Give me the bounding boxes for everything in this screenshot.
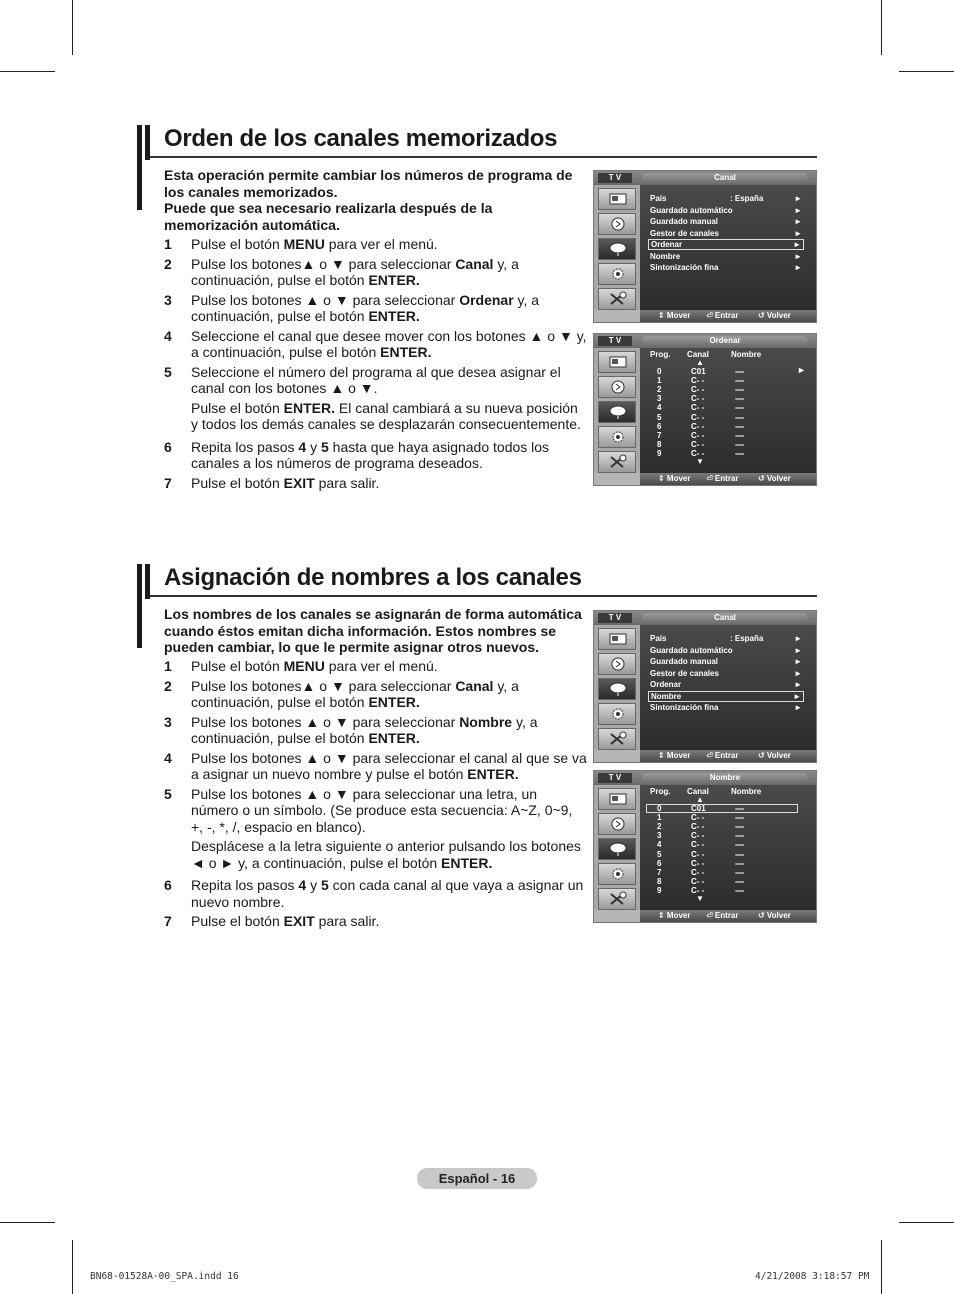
menu-item[interactable]: Gestor de canales ► — [650, 668, 802, 678]
nombre-cell: ----- — [735, 367, 744, 376]
step-number: 2 — [164, 255, 172, 272]
nombre-cell: ----- — [735, 394, 744, 404]
channel-icon[interactable] — [598, 838, 636, 860]
nombre-cell: ----- — [735, 813, 744, 823]
canal-cell: C- - — [691, 448, 705, 458]
channel-icon[interactable] — [598, 678, 636, 700]
nombre-cell: ----- — [735, 403, 744, 413]
table-row[interactable] — [640, 868, 816, 877]
canal-cell: C01 — [691, 804, 706, 813]
step-text: Pulse los botones ▲ o ▼ para seleccionar Ordenar y, a continuación, pulse el botón ENTER. — [191, 291, 540, 324]
section-divider — [150, 156, 817, 158]
back-hint: ↺ Volver — [758, 751, 791, 760]
enter-hint: ⏎ Entrar — [706, 751, 739, 760]
picture-icon[interactable] — [598, 788, 636, 810]
table-row[interactable] — [640, 413, 816, 422]
step-item — [164, 439, 588, 472]
setup-icon[interactable] — [598, 863, 636, 885]
nombre-cell: ----- — [735, 376, 744, 386]
setup-icon[interactable] — [598, 263, 636, 285]
input-icon[interactable] — [598, 728, 636, 750]
back-hint: ↺ Volver — [758, 911, 791, 920]
prog-cell: 7 — [657, 430, 662, 440]
input-icon[interactable] — [598, 451, 636, 473]
col-header: Nombre — [731, 787, 762, 796]
canal-cell: C- - — [691, 385, 705, 395]
canal-cell: C- - — [691, 394, 705, 404]
menu-item[interactable]: Guardado automático ► — [650, 645, 802, 655]
step-list — [164, 658, 588, 933]
step-number: 1 — [164, 236, 172, 252]
nombre-cell: ----- — [735, 412, 744, 422]
prog-cell: 9 — [657, 448, 662, 458]
tv-label: T V — [598, 773, 632, 783]
move-hint: ⇕ Mover — [658, 311, 691, 320]
selection-box — [646, 804, 798, 813]
move-hint: ⇕ Mover — [658, 474, 691, 483]
menu-footer — [640, 750, 816, 762]
tv-menu-canal — [593, 170, 817, 323]
step-text: Seleccione el canal que desee mover con los botones ▲ o ▼ y, a continuación, pulse el botón ENTER. — [191, 327, 587, 360]
menu-item[interactable]: Ordenar ► — [648, 239, 804, 250]
prog-cell: 8 — [657, 439, 662, 449]
step-number: 6 — [164, 438, 172, 455]
step-item — [164, 786, 588, 875]
move-hint: ⇕ Mover — [658, 911, 691, 920]
canal-cell: C- - — [691, 831, 705, 841]
sound-icon[interactable] — [598, 653, 636, 675]
canal-cell: C- - — [691, 822, 705, 832]
step-number: 7 — [164, 913, 172, 929]
nombre-cell: ----- — [735, 448, 744, 458]
nombre-cell: ----- — [735, 867, 744, 877]
picture-icon[interactable] — [598, 188, 636, 210]
setup-icon[interactable] — [598, 426, 636, 448]
menu-sidebar — [594, 625, 640, 750]
table-row[interactable] — [640, 422, 816, 431]
prog-cell: 5 — [657, 849, 662, 859]
prog-cell: 2 — [657, 822, 662, 832]
crop-mark — [881, 1240, 882, 1294]
sound-icon[interactable] — [598, 213, 636, 235]
section-intro: Esta operación permite cambiar los números de programa de los canales memorizados. Puede que sea necesario realizarla después de la memorización automática. — [164, 167, 573, 233]
step-item — [164, 714, 588, 747]
table-row[interactable] — [640, 886, 816, 895]
menu-title: Canal — [642, 173, 808, 183]
crop-mark — [899, 1222, 954, 1223]
section-marker — [145, 125, 150, 160]
crop-mark — [72, 0, 73, 55]
input-icon[interactable] — [598, 888, 636, 910]
up-arrow-icon: ▲ — [696, 358, 704, 367]
menu-sidebar — [594, 348, 640, 473]
menu-item[interactable]: Guardado manual ► — [650, 657, 802, 666]
canal-cell: C- - — [691, 867, 705, 877]
picture-icon[interactable] — [598, 628, 636, 650]
selection-box — [646, 367, 792, 368]
canal-cell: C- - — [691, 403, 705, 413]
tv-label: T V — [598, 173, 632, 183]
table-row[interactable] — [640, 822, 816, 831]
prog-cell: 4 — [657, 840, 662, 850]
step-list — [164, 236, 588, 494]
nombre-cell: ----- — [735, 831, 744, 841]
menu-panel — [640, 185, 816, 310]
nombre-cell: ----- — [735, 385, 744, 395]
menu-footer — [640, 310, 816, 322]
step-text: Pulse el botón EXIT para salir. — [191, 474, 380, 491]
canal-cell: C- - — [691, 421, 705, 431]
step-item — [164, 750, 588, 783]
nombre-cell: ----- — [735, 421, 744, 431]
prog-cell: 1 — [657, 813, 662, 823]
table-row[interactable] — [640, 831, 816, 840]
canal-cell: C- - — [691, 876, 705, 886]
setup-icon[interactable] — [598, 703, 636, 725]
prog-cell: 2 — [657, 385, 662, 395]
step-number: 4 — [164, 327, 172, 344]
menu-sidebar — [594, 785, 640, 910]
step-item — [164, 364, 588, 436]
section-marker — [145, 564, 150, 599]
canal-cell: C- - — [691, 885, 705, 895]
prog-cell: 7 — [657, 867, 662, 877]
step-text: Pulse los botones▲ o ▼ para seleccionar Canal y, a continuación, pulse el botón ENTER. — [191, 255, 519, 288]
table-row[interactable] — [640, 813, 816, 822]
step-text: Repita los pasos 4 y 5 hasta que haya asignado todos los canales a los números de programa deseados. — [191, 438, 550, 471]
step-item — [164, 236, 588, 253]
canal-cell: C- - — [691, 412, 705, 422]
menu-panel — [640, 785, 816, 910]
menu-item[interactable]: Sintonización fina ► — [650, 703, 802, 712]
prog-cell: 8 — [657, 876, 662, 886]
table-row[interactable] — [640, 449, 816, 458]
input-icon[interactable] — [598, 288, 636, 310]
menu-item[interactable]: Guardado automático ► — [650, 205, 802, 215]
step-item — [164, 256, 588, 289]
step-item — [164, 328, 588, 361]
step-text: Pulse el botón MENU para ver el menú. — [191, 236, 438, 252]
down-arrow-icon: ▼ — [696, 457, 704, 466]
prog-cell: 4 — [657, 403, 662, 413]
tv-menu-canal — [593, 610, 817, 763]
tv-header — [594, 334, 816, 348]
step-item — [164, 678, 588, 711]
nombre-cell: ----- — [735, 876, 744, 886]
move-hint: ⇕ Mover — [658, 751, 691, 760]
canal-cell: C- - — [691, 849, 705, 859]
crop-mark — [0, 71, 55, 72]
nombre-cell: ----- — [735, 430, 744, 440]
tv-menu-ordenar — [593, 333, 817, 486]
menu-item[interactable]: Nombre ► — [648, 691, 804, 702]
page-number-badge: Español - 16 — [417, 1168, 537, 1189]
table-row[interactable] — [640, 850, 816, 859]
channel-icon[interactable] — [598, 401, 636, 423]
prog-cell: 0 — [657, 804, 662, 813]
step-number: 7 — [164, 474, 172, 491]
nombre-cell: ----- — [735, 858, 744, 868]
step-text: Pulse los botones ▲ o ▼ para seleccionar una letra, un número o un símbolo. (Se produce esta secuencia: A~Z, 0~9, +, -, *, /, espacio en blanco). Desplácese a la letra siguiente o anterior pulsando los botones ◄ o ► y, a continuación, pulse el botón ENTER. — [191, 785, 581, 871]
step-text: Pulse los botones▲ o ▼ para seleccionar Canal y, a continuación, pulse el botón ENTER. — [191, 677, 519, 710]
table-row[interactable] — [640, 376, 816, 385]
menu-title: Canal — [642, 613, 808, 623]
table-row[interactable] — [640, 385, 816, 394]
menu-item[interactable]: País : España ► — [650, 194, 802, 203]
section-title: Orden de los canales memorizados — [164, 125, 558, 152]
table-row[interactable] — [640, 877, 816, 886]
step-number: 4 — [164, 749, 172, 766]
table-row[interactable] — [640, 394, 816, 403]
col-header: Canal — [687, 350, 709, 359]
step-text: Pulse el botón MENU para ver el menú. — [191, 658, 438, 674]
step-number: 2 — [164, 677, 172, 694]
back-hint: ↺ Volver — [758, 474, 791, 483]
canal-cell: C01 — [691, 367, 706, 376]
crop-mark — [899, 71, 954, 72]
step-text: Pulse el botón EXIT para salir. — [191, 913, 380, 929]
right-arrow-icon: ► — [797, 365, 806, 375]
nombre-cell: ----- — [735, 849, 744, 859]
crop-mark — [0, 1222, 55, 1223]
prog-cell: 1 — [657, 376, 662, 386]
prog-cell: 3 — [657, 831, 662, 841]
step-number: 6 — [164, 877, 172, 893]
step-text: Pulse los botones ▲ o ▼ para seleccionar Nombre y, a continuación, pulse el botón ENTER. — [191, 713, 538, 746]
step-text: Seleccione el número del programa al que desea asignar el canal con los botones ▲ o ▼. Pulse el botón ENTER. El canal cambiará a su nueva posición y todos los demás canales se desplazarán consecuentemente. — [191, 363, 581, 432]
section-intro: Los nombres de los canales se asignarán de forma automática cuando éstos emitan dicha información. Estos nombres se pueden cambiar, lo que le permite asignar otros nuevos. — [164, 606, 582, 655]
canal-cell: C- - — [691, 439, 705, 449]
section-marker — [137, 125, 142, 210]
prog-cell: 0 — [657, 367, 662, 376]
step-number: 3 — [164, 291, 172, 308]
picture-icon[interactable] — [598, 351, 636, 373]
canal-cell: C- - — [691, 430, 705, 440]
prog-cell: 5 — [657, 412, 662, 422]
menu-item[interactable]: Guardado manual ► — [650, 217, 802, 226]
step-text: Repita los pasos 4 y 5 con cada canal al que vaya a asignar un nuevo nombre. — [191, 877, 584, 910]
file-slug: BN68-01528A-00_SPA.indd 16 — [90, 1271, 239, 1282]
step-item — [164, 292, 588, 325]
nombre-cell: ----- — [735, 885, 744, 895]
prog-cell: 6 — [657, 858, 662, 868]
col-header: Nombre — [731, 350, 762, 359]
nombre-cell: ----- — [735, 822, 744, 832]
menu-item[interactable]: Sintonización fina ► — [650, 263, 802, 272]
sound-icon[interactable] — [598, 813, 636, 835]
up-arrow-icon: ▲ — [696, 795, 704, 804]
menu-panel — [640, 625, 816, 750]
down-arrow-icon: ▼ — [696, 894, 704, 903]
menu-sidebar — [594, 185, 640, 310]
menu-panel — [640, 348, 816, 473]
section-title: Asignación de nombres a los canales — [164, 564, 582, 591]
step-number: 5 — [164, 785, 172, 802]
back-hint: ↺ Volver — [758, 311, 791, 320]
step-item — [164, 658, 588, 675]
enter-hint: ⏎ Entrar — [706, 311, 739, 320]
section-divider — [150, 595, 817, 597]
step-number: 5 — [164, 363, 172, 380]
tv-header — [594, 771, 816, 785]
menu-title: Ordenar — [642, 336, 808, 346]
table-row[interactable] — [640, 440, 816, 449]
sound-icon[interactable] — [598, 376, 636, 398]
menu-item[interactable]: País : España ► — [650, 634, 802, 643]
tv-header — [594, 171, 816, 185]
tv-label: T V — [598, 613, 632, 623]
canal-cell: C- - — [691, 813, 705, 823]
step-item — [164, 475, 588, 492]
menu-item[interactable]: Ordenar ► — [650, 680, 802, 689]
prog-cell: 3 — [657, 394, 662, 404]
prog-cell: 9 — [657, 885, 662, 895]
table-row[interactable] — [640, 859, 816, 868]
enter-hint: ⏎ Entrar — [706, 474, 739, 483]
nombre-cell: ----- — [735, 439, 744, 449]
date-slug: 4/21/2008 3:18:57 PM — [755, 1271, 870, 1282]
prog-cell: 6 — [657, 421, 662, 431]
menu-title: Nombre — [642, 773, 808, 783]
nombre-cell: ----- — [735, 840, 744, 850]
crop-mark — [881, 0, 882, 55]
step-number: 1 — [164, 658, 172, 674]
tv-label: T V — [598, 336, 632, 346]
step-text: Pulse los botones ▲ o ▼ para seleccionar el canal al que se va a asignar un nuevo nombre y pulse el botón ENTER. — [191, 749, 587, 782]
crop-mark — [72, 1240, 73, 1294]
channel-icon[interactable] — [598, 238, 636, 260]
canal-cell: C- - — [691, 858, 705, 868]
step-item — [164, 913, 588, 930]
section-marker — [137, 564, 142, 648]
menu-item[interactable]: Gestor de canales ► — [650, 228, 802, 238]
nombre-cell: ----- — [735, 804, 744, 813]
tv-header — [594, 611, 816, 625]
canal-cell: C- - — [691, 376, 705, 386]
menu-item[interactable]: Nombre ► — [650, 251, 802, 261]
table-row[interactable] — [640, 840, 816, 849]
col-header: Canal — [687, 787, 709, 796]
step-number: 3 — [164, 713, 172, 730]
menu-footer — [640, 910, 816, 922]
table-row[interactable] — [640, 367, 816, 376]
enter-hint: ⏎ Entrar — [706, 911, 739, 920]
col-header: Prog. — [650, 350, 671, 359]
table-row[interactable] — [640, 403, 816, 412]
table-row[interactable] — [640, 431, 816, 440]
tv-menu-nombre — [593, 770, 817, 923]
canal-cell: C- - — [691, 840, 705, 850]
menu-footer — [640, 473, 816, 485]
col-header: Prog. — [650, 787, 671, 796]
step-item — [164, 877, 588, 910]
